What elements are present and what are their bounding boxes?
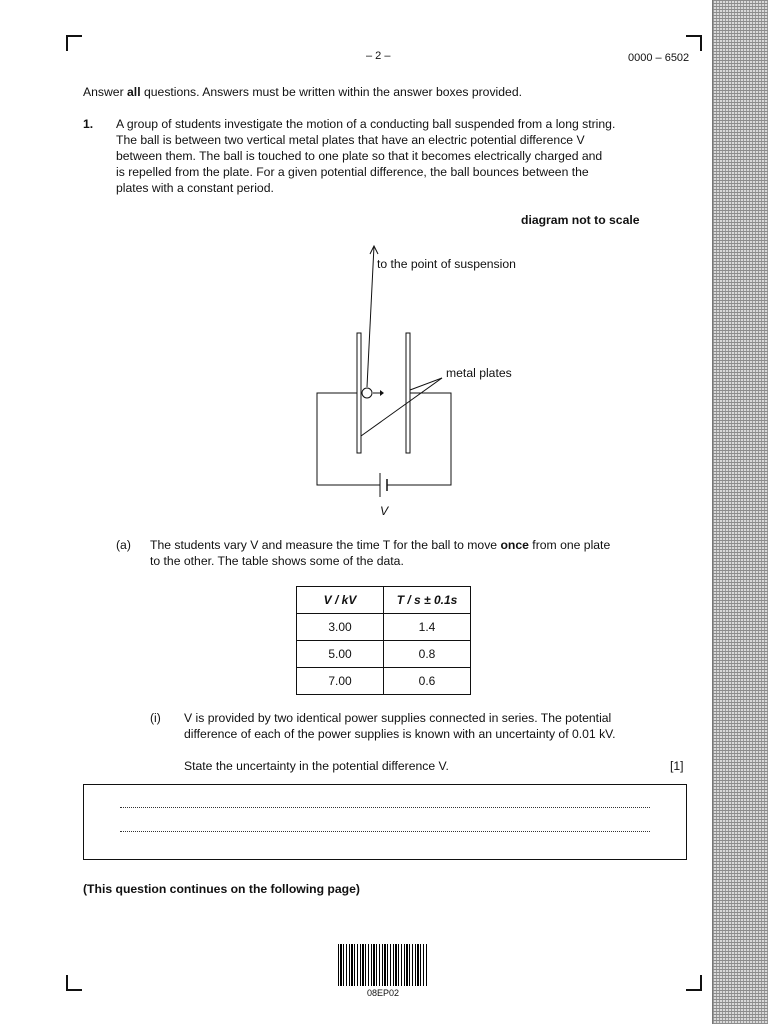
table-cell: 3.00 [297, 614, 384, 641]
answer-line[interactable] [120, 807, 650, 808]
suspension-label: to the point of suspension [377, 257, 516, 271]
part-i-line-2: difference of each of the power supplies is known with an uncertainty of 0.01 kV. [184, 727, 616, 741]
barcode-text: 08EP02 [366, 988, 400, 998]
table-cell: 5.00 [297, 641, 384, 668]
part-a-text-1: The students vary V and measure the time T for the ball to move [150, 538, 501, 552]
data-table [296, 586, 471, 695]
crop-mark-bottom-left [66, 975, 82, 991]
conducting-ball [362, 388, 372, 398]
table-cell: 0.6 [384, 668, 471, 695]
table-header-row [297, 587, 471, 614]
part-i-task: State the uncertainty in the potential difference V. [184, 759, 449, 773]
barcode [338, 944, 428, 986]
suspension-string [367, 246, 374, 387]
question-line: plates with a constant period. [116, 181, 274, 195]
part-i-label: (i) [150, 711, 161, 725]
table-row [297, 641, 471, 668]
plate-leader-1 [361, 378, 442, 436]
part-a-label: (a) [116, 538, 131, 552]
part-i-marks: [1] [670, 759, 684, 773]
part-a-text [150, 537, 690, 569]
apparatus-diagram [0, 0, 700, 530]
table-row [297, 614, 471, 641]
table-cell: 0.8 [384, 641, 471, 668]
question-number: 1. [83, 117, 94, 131]
voltage-label: V [380, 504, 389, 518]
question-line: between them. The ball is touched to one plate so that it becomes electrically charged and [116, 149, 603, 163]
answer-line[interactable] [120, 831, 650, 832]
part-i-line-1: V is provided by two identical power supplies connected in series. The potential [184, 711, 612, 725]
circuit-wire-left [317, 393, 380, 485]
part-a-line-2: to the other. The table shows some of the data. [150, 554, 404, 568]
instructions-prefix: Answer [83, 85, 128, 99]
motion-arrow-icon [380, 390, 384, 396]
diagram-note: diagram not to scale [521, 213, 640, 227]
circuit-wire-right [387, 393, 451, 485]
plates-label: metal plates [446, 366, 512, 380]
table-cell: 7.00 [297, 668, 384, 695]
instructions-suffix: questions. Answers must be written within the answer boxes provided. [140, 85, 522, 99]
plate-leader-2 [410, 378, 442, 390]
paper-code: 0000 – 6502 [628, 52, 690, 64]
question-line: is repelled from the plate. For a given potential difference, the ball bounces between the [116, 165, 589, 179]
question-line: The ball is between two vertical metal plates that have an electric potential difference V [116, 133, 585, 147]
table-cell: 1.4 [384, 614, 471, 641]
part-i-text [184, 710, 684, 742]
crop-mark-bottom-right [686, 975, 702, 991]
part-a-text-2: from one plate [528, 538, 611, 552]
table-header: V / kV [297, 587, 384, 614]
right-metal-plate [406, 333, 410, 453]
answer-box[interactable] [83, 784, 687, 860]
left-metal-plate [357, 333, 361, 453]
continue-note: (This question continues on the following page) [83, 882, 360, 896]
table-header: T / s ± 0.1s [384, 587, 471, 614]
question-line: A group of students investigate the motion of a conducting ball suspended from a long string. [116, 117, 616, 131]
side-barcode-strip [712, 0, 768, 1024]
table-row [297, 668, 471, 695]
page-number: – 2 – [366, 50, 391, 62]
instructions-bold: all [127, 85, 141, 99]
part-a-bold: once [500, 538, 529, 552]
